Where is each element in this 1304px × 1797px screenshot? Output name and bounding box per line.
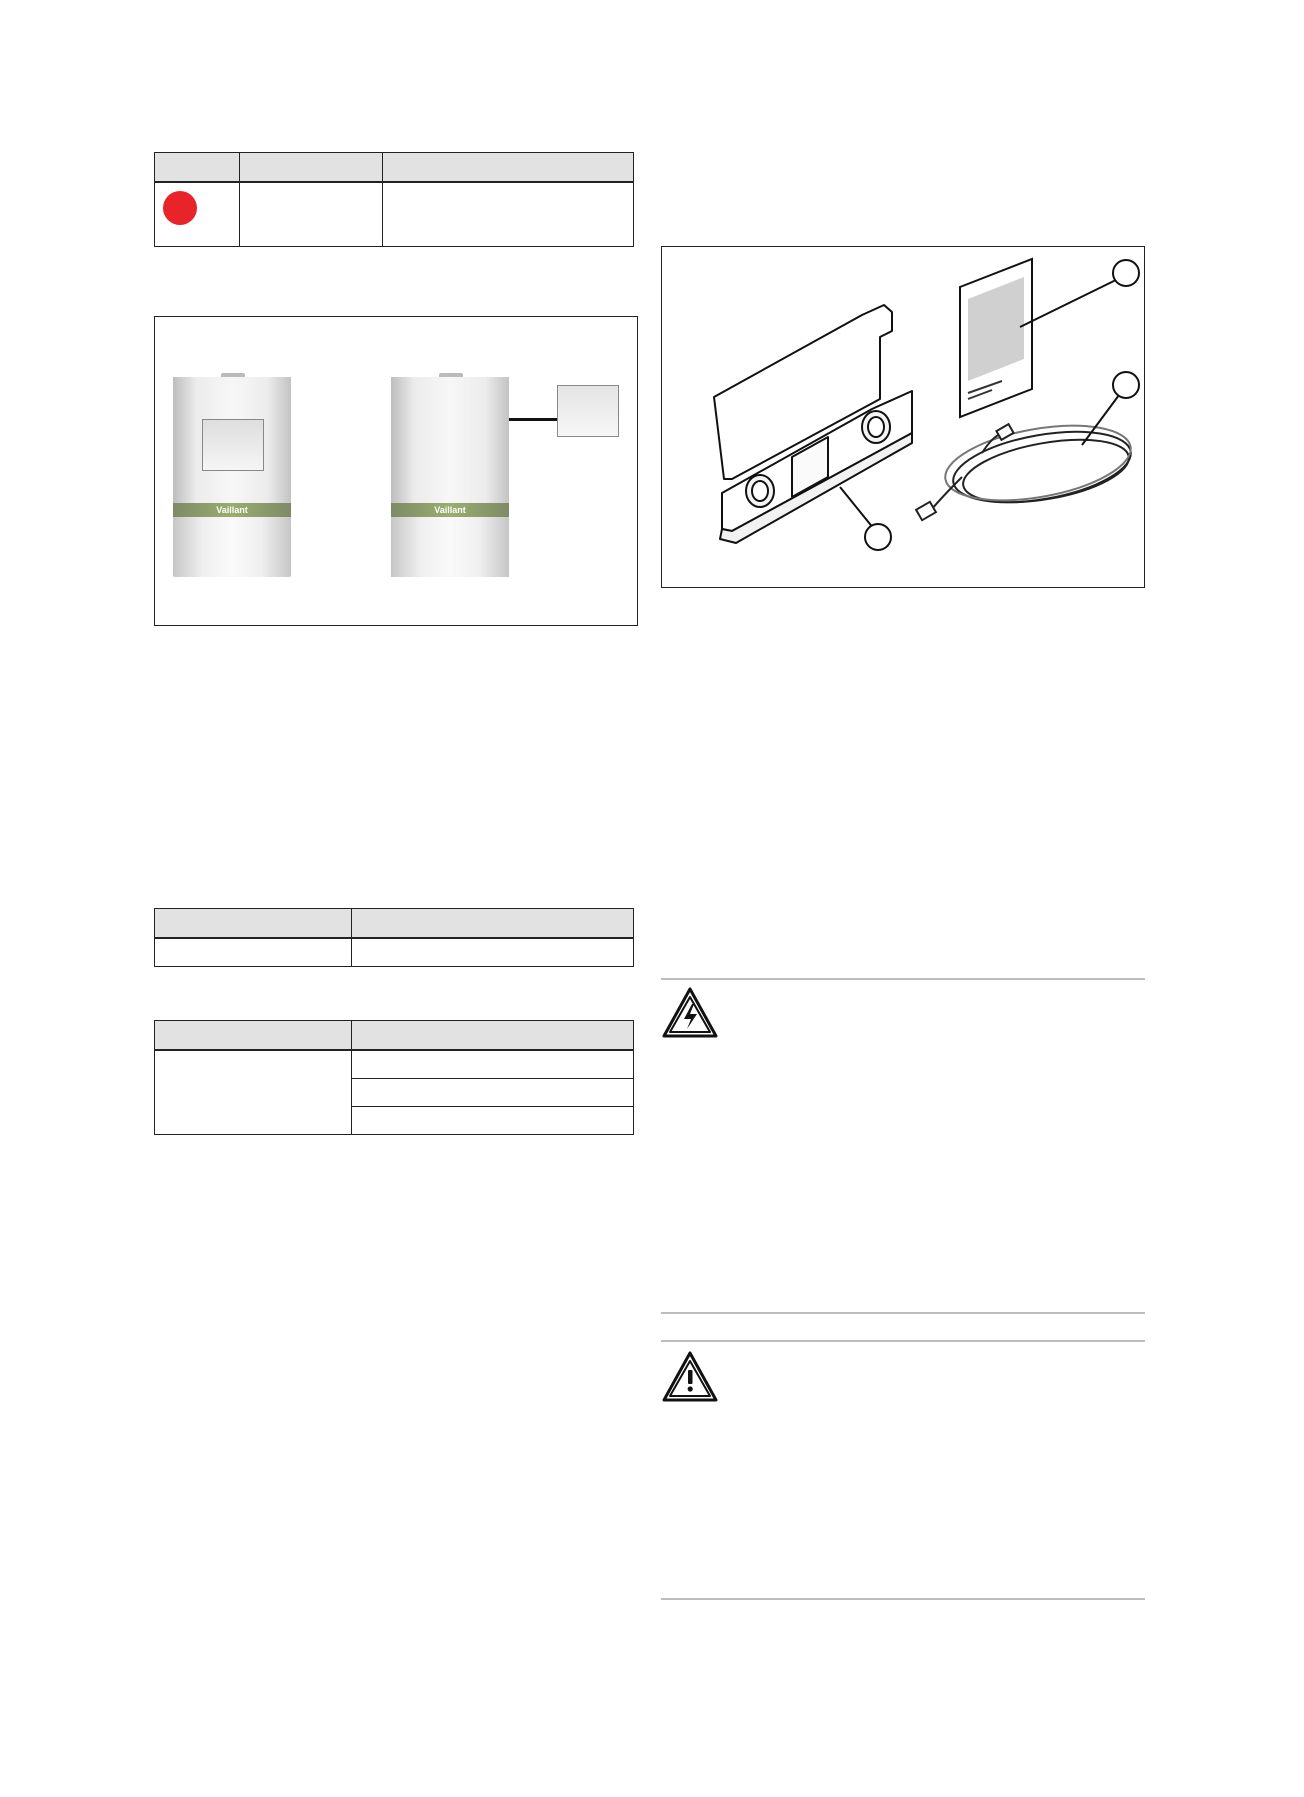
bottom-table — [154, 1020, 634, 1135]
callout-2 — [1113, 372, 1139, 398]
warning-2-top-rule — [661, 1340, 1145, 1342]
bottom-table-value-2 — [352, 1078, 634, 1106]
red-status-indicator-icon — [163, 191, 197, 225]
table-row — [155, 182, 634, 246]
middle-table-header-1 — [155, 909, 352, 939]
boiler-figure — [154, 316, 638, 626]
kit-contents-figure — [661, 246, 1145, 588]
bottom-table-header-1 — [155, 1021, 352, 1051]
middle-table-cell-2 — [352, 938, 634, 966]
warning-1-top-rule — [661, 978, 1145, 980]
exclamation-warning-icon — [661, 1350, 719, 1404]
brand-label: Vaillant — [216, 505, 248, 515]
bottom-table-value-3 — [352, 1106, 634, 1134]
kit-contents-drawing — [662, 247, 1144, 587]
status-table — [154, 152, 634, 247]
status-table-cell-2 — [240, 182, 383, 246]
remote-control-unit-icon — [557, 385, 619, 437]
callout-1 — [1113, 260, 1139, 286]
bottom-table-merged-cell — [155, 1050, 352, 1134]
connection-wire — [509, 418, 557, 421]
general-warning-block — [661, 1350, 1145, 1590]
status-table-header-2 — [240, 153, 383, 183]
instruction-sheet-icon — [960, 259, 1032, 417]
middle-table-cell-1 — [155, 938, 352, 966]
wall-boiler-with-display-icon — [173, 377, 291, 577]
wall-boiler-icon — [391, 377, 509, 577]
boiler-display — [202, 419, 264, 471]
bottom-table-value-1 — [352, 1050, 634, 1078]
mounting-bracket-icon — [714, 305, 912, 543]
status-cell — [155, 182, 240, 246]
lightning-warning-icon — [661, 986, 719, 1040]
status-table-cell-3 — [383, 182, 634, 246]
callout-3 — [865, 524, 891, 550]
middle-table — [154, 908, 634, 967]
status-table-header-1 — [155, 153, 240, 183]
warning-1-bottom-rule — [661, 1312, 1145, 1314]
middle-table-header-2 — [352, 909, 634, 939]
table-row — [155, 1050, 634, 1078]
table-row — [155, 938, 634, 966]
status-table-header-3 — [383, 153, 634, 183]
brand-label-2: Vaillant — [434, 505, 466, 515]
electric-warning-block — [661, 986, 1145, 1306]
warning-2-bottom-rule — [661, 1598, 1145, 1600]
connection-cable-icon — [916, 413, 1136, 520]
bottom-table-header-2 — [352, 1021, 634, 1051]
